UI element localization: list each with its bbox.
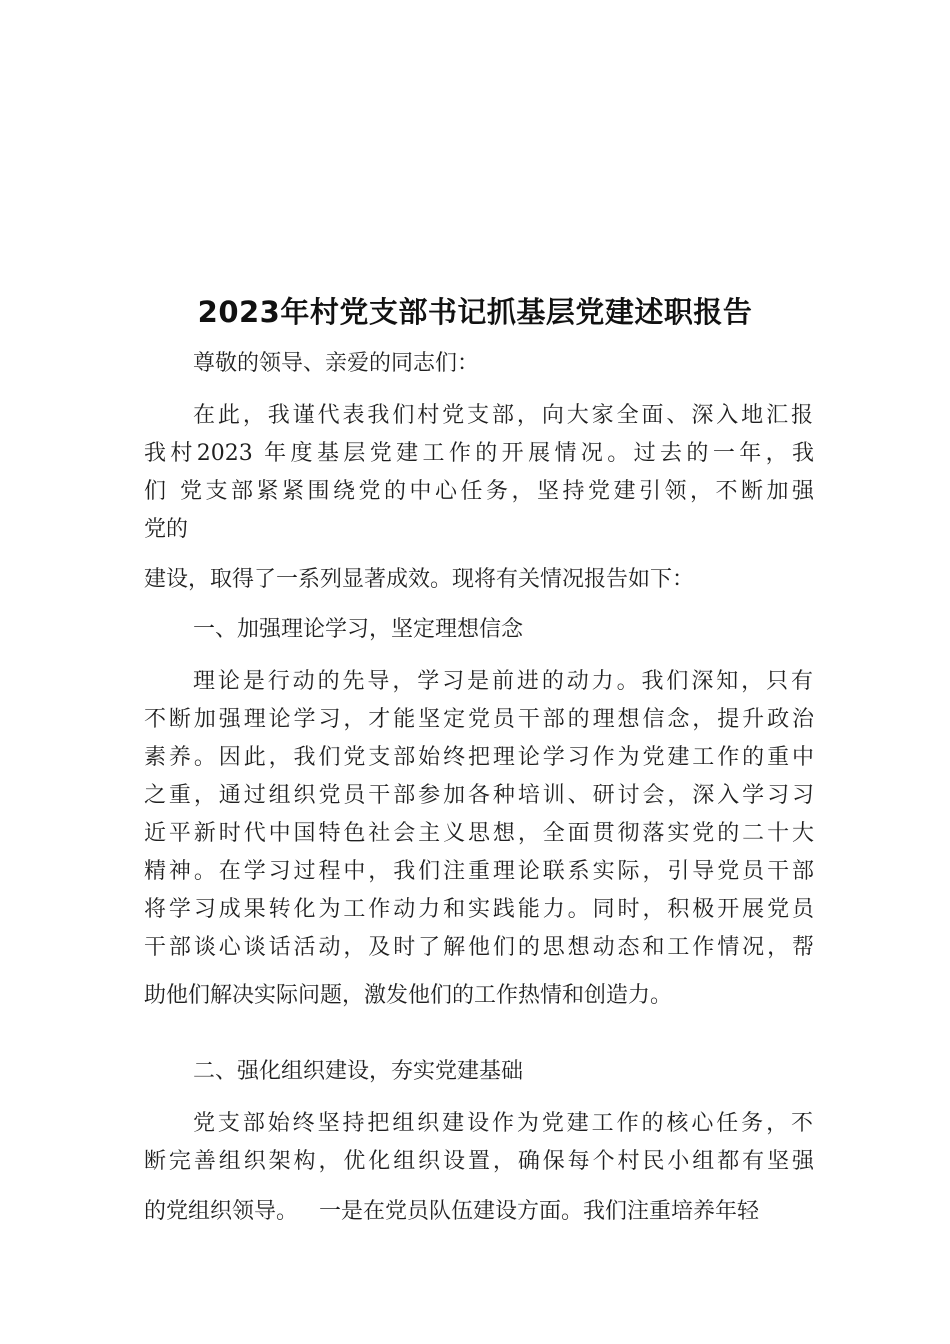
paragraph-line: 干部谈心谈话活动，及时了解他们的思想动态和工作情况，帮 (144, 935, 814, 960)
paragraph-line: 们 党支部紧紧围绕党的中心任务，坚持党建引领，不断加强 (144, 479, 814, 504)
paragraph-line: 将学习成果转化为工作动力和实践能力。同时，积极开展党员 (144, 897, 814, 922)
paragraph-line: 不断加强理论学习，才能坚定党员干部的理想信念，提升政治 (144, 707, 814, 732)
paragraph-line: 断完善组织架构，优化组织设置，确保每个村民小组都有坚强 (144, 1149, 814, 1174)
section-heading: 一、加强理论学习，坚定理想信念 (193, 617, 524, 642)
paragraph-line: 在此，我谨代表我们村党支部，向大家全面、深入地汇报 (193, 403, 813, 428)
paragraph-line: 精神。在学习过程中，我们注重理论联系实际，引导党员干部 (144, 859, 814, 884)
salutation-line: 尊敬的领导、亲爱的同志们： (193, 351, 480, 376)
paragraph-line: 理论是行动的先导，学习是前进的动力。我们深知，只有 (193, 669, 813, 694)
paragraph-line: 素养。因此，我们党支部始终把理论学习作为党建工作的重中 (144, 745, 814, 770)
paragraph-line: 党支部始终坚持把组织建设作为党建工作的核心任务，不 (193, 1111, 813, 1136)
paragraph-line: 党的 (144, 517, 189, 542)
paragraph-line: 建设，取得了一系列显著成效。现将有关情况报告如下： (144, 567, 695, 592)
paragraph-line: 我村2023 年度基层党建工作的开展情况。过去的一年，我 (144, 441, 814, 466)
paragraph-line: 的党组织领导。 一是在党员队伍建设方面。我们注重培养年轻 (144, 1199, 759, 1224)
paragraph-line: 近平新时代中国特色社会主义思想，全面贯彻落实党的二十大 (144, 821, 814, 846)
paragraph-line: 之重，通过组织党员干部参加各种培训、研讨会，深入学习习 (144, 783, 814, 808)
document-title: 2023年村党支部书记抓基层党建述职报告 (197, 295, 753, 329)
section-heading: 二、强化组织建设，夯实党建基础 (193, 1059, 524, 1084)
paragraph-line: 助他们解决实际问题，激发他们的工作热情和创造力。 (144, 983, 673, 1008)
